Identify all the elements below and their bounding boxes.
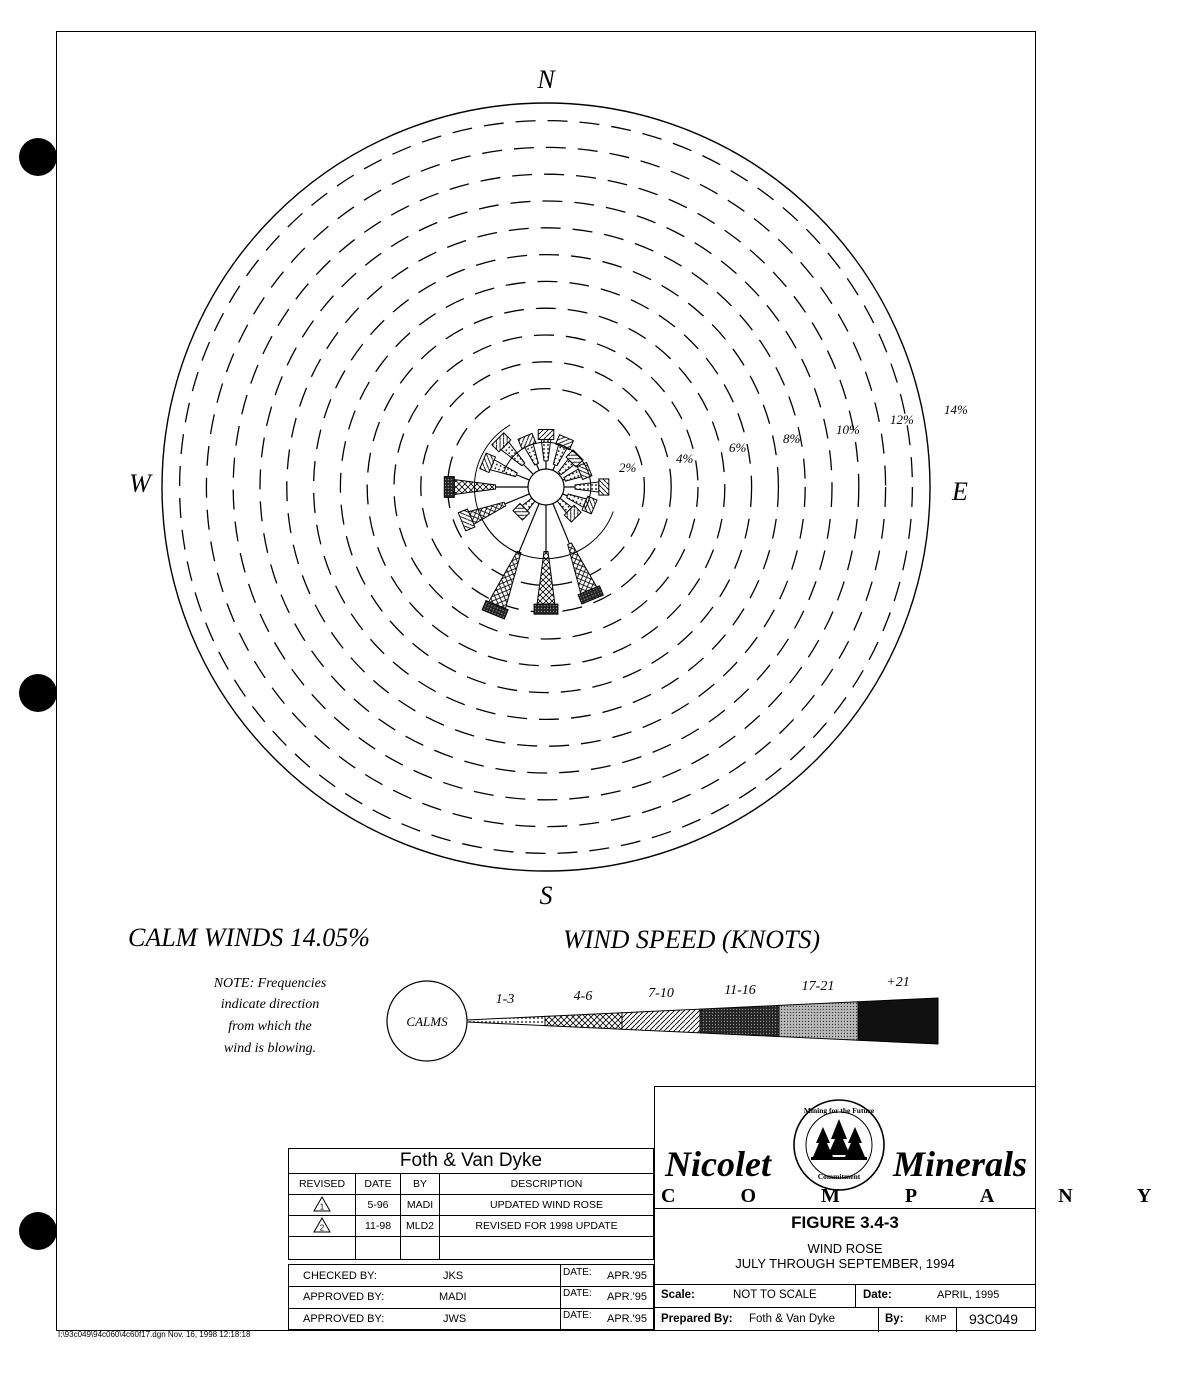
legend-class-4: 11-16 [724, 983, 756, 998]
legend-speed-segment [622, 1009, 700, 1033]
note-block [213, 976, 327, 1056]
wind-speed-title: WIND SPEED (KNOTS) [563, 925, 821, 954]
prepared-by-label: Prepared By: [661, 1313, 733, 1325]
petal-w [444, 477, 528, 498]
revision-block [288, 1148, 654, 1260]
revision-number: 2 [319, 1223, 325, 1232]
ring-label-6: 6% [729, 440, 747, 455]
by-value: KMP [925, 1314, 947, 1325]
company-seal-logo [789, 1093, 889, 1193]
revision-date: 11-98 [356, 1216, 401, 1237]
header-by: BY [401, 1174, 440, 1195]
petal-e [564, 479, 609, 495]
revision-description: UPDATED WIND ROSE [440, 1195, 654, 1216]
compass-east-label: E [952, 477, 968, 506]
approved-by-value-2: JWS [443, 1313, 467, 1325]
company-subtitle: C O M P A N Y [661, 1185, 1181, 1207]
rose-center-circle [528, 469, 564, 505]
approved-by-label-2: APPROVED BY: [303, 1313, 385, 1325]
revision-by: MADI [401, 1195, 440, 1216]
approved-date-value-1: APR.'95 [607, 1291, 648, 1303]
revision-date: 5-96 [356, 1195, 401, 1216]
legend-speed-segment [545, 1013, 622, 1029]
file-reference: I:\93c049\94c060\4c60f17.dgn Nov. 16, 1998 12:18:18 [58, 1330, 251, 1339]
note-line-1: NOTE: Frequencies [213, 976, 327, 991]
header-description: DESCRIPTION [440, 1174, 654, 1195]
calm-winds-label: CALM WINDS 14.05% [128, 923, 370, 952]
ring-labels [619, 402, 968, 475]
legend-class-3: 7-10 [648, 986, 674, 1001]
inner-arc [484, 511, 613, 558]
ring-label-10: 10% [836, 422, 860, 437]
checked-date-value: APR.'95 [607, 1270, 648, 1282]
ring-label-8: 8% [783, 431, 801, 446]
signature-block [288, 1264, 654, 1330]
revision-triangle-icon [313, 1196, 331, 1212]
legend-speed-segment [467, 1016, 545, 1025]
legend-class-5: 17-21 [801, 979, 835, 994]
approved-date-label-2: DATE: [563, 1310, 592, 1321]
revision-number: 1 [319, 1202, 325, 1211]
figure-title: WIND ROSE [807, 1241, 883, 1256]
revision-row [289, 1195, 654, 1216]
seal-top-text: Mining for the Future [803, 1106, 875, 1115]
figure-number: FIGURE 3.4-3 [791, 1213, 899, 1232]
firm-name: Foth & Van Dyke [289, 1149, 654, 1174]
date-label: Date: [863, 1289, 892, 1301]
approved-date-value-2: APR.'95 [607, 1313, 648, 1325]
revision-description: REVISED FOR 1998 UPDATE [440, 1216, 654, 1237]
legend-class-1: 1-3 [495, 992, 515, 1007]
legend-speed-segment [858, 998, 938, 1044]
company-name-left: Nicolet [665, 1144, 771, 1184]
legend-speed-segment [779, 1002, 858, 1041]
prepared-by-value: Foth & Van Dyke [749, 1313, 836, 1325]
legend-class-2: 4-6 [573, 989, 593, 1004]
ring-label-2: 2% [619, 460, 637, 475]
legend-speed-segment [700, 1005, 779, 1036]
approved-by-label-1: APPROVED BY: [303, 1291, 385, 1303]
legend-calms-label: CALMS [406, 1014, 448, 1029]
compass-north-label: N [537, 65, 555, 94]
legend-wedge [467, 998, 938, 1044]
revision-by: MLD2 [401, 1216, 440, 1237]
revision-triangle-icon [313, 1217, 331, 1233]
header-date: DATE [356, 1174, 401, 1195]
drawing-number: 93C049 [969, 1311, 1019, 1327]
scale-value: NOT TO SCALE [733, 1289, 817, 1301]
header-revised: REVISED [289, 1174, 356, 1195]
compass-west-label: W [129, 469, 151, 498]
note-line-2: indicate direction [220, 997, 320, 1012]
note-line-3: from which the [228, 1019, 312, 1034]
date-value: APRIL, 1995 [937, 1289, 1000, 1301]
checked-date-label: DATE: [563, 1267, 592, 1278]
title-block [654, 1086, 1181, 1331]
petal-n [538, 430, 554, 469]
note-line-4: wind is blowing. [223, 1041, 317, 1056]
legend-class-6: +21 [886, 975, 910, 990]
revision-row [289, 1216, 654, 1237]
seal-bottom-text: Commitment [817, 1172, 861, 1181]
ring-label-4: 4% [676, 451, 694, 466]
rose-petals [444, 430, 609, 619]
ring-label-12: 12% [890, 412, 914, 427]
scale-label: Scale: [661, 1289, 695, 1301]
checked-by-label: CHECKED BY: [303, 1270, 377, 1282]
petal-wnw [480, 453, 533, 488]
company-name-right: Minerals [892, 1144, 1027, 1184]
figure-subtitle: JULY THROUGH SEPTEMBER, 1994 [735, 1256, 955, 1271]
checked-by-value: JKS [443, 1270, 464, 1282]
compass-south-label: S [539, 881, 553, 910]
approved-date-label-1: DATE: [563, 1288, 592, 1299]
petal-s [534, 505, 558, 614]
ring-label-14: 14% [944, 402, 968, 417]
approved-by-value-1: MADI [439, 1291, 467, 1303]
by-label: By: [885, 1313, 904, 1325]
